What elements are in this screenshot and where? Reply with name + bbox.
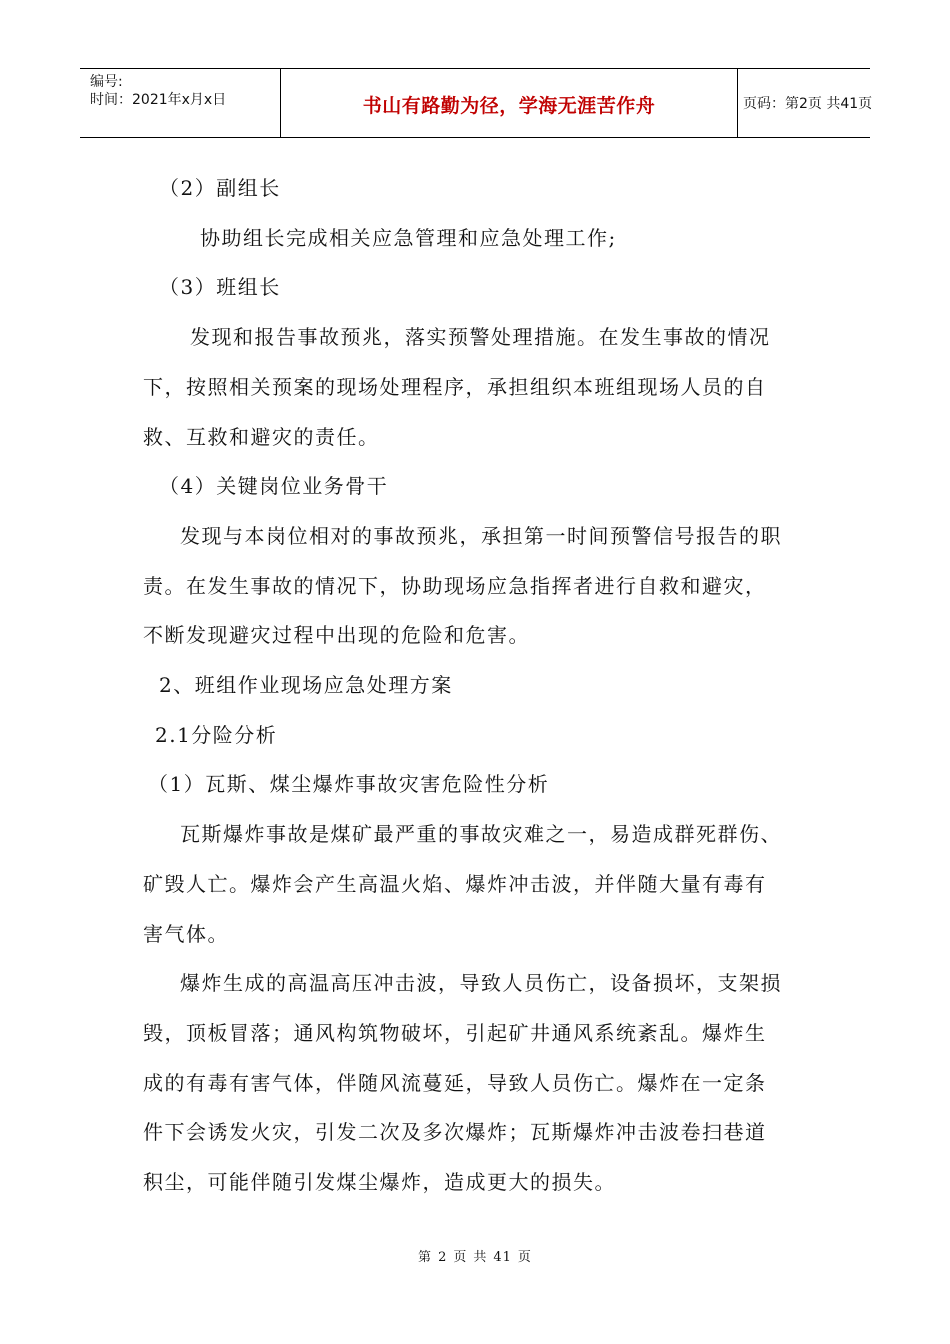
paragraph-line: 积尘，可能伴随引发煤尘爆炸，造成更大的损失。 bbox=[143, 1170, 616, 1194]
paragraph-line: 发现与本岗位相对的事故预兆，承担第一时间预警信号报告的职 bbox=[180, 524, 782, 548]
document-number-label: 编号: bbox=[90, 74, 123, 90]
footer-page-unit: 页 bbox=[453, 1250, 468, 1265]
header-motto: 书山有路勤为径，学海无涯苦作舟 bbox=[362, 95, 656, 117]
header-motto-cell bbox=[280, 69, 738, 137]
page-header bbox=[80, 68, 873, 138]
section-heading: 2、班组作业现场应急处理方案 bbox=[159, 673, 453, 697]
page-footer bbox=[0, 1246, 950, 1265]
subheading-gas-explosion: （1）瓦斯、煤尘爆炸事故灾害危险性分析 bbox=[148, 772, 550, 796]
paragraph-line: 害气体。 bbox=[143, 922, 229, 946]
header-page-info: 页码：第2页 共41页 bbox=[743, 96, 873, 112]
paragraph-line: 下，按照相关预案的现场处理程序，承担组织本班组现场人员的自 bbox=[143, 375, 767, 399]
paragraph-line: 救、互救和避灾的责任。 bbox=[143, 425, 380, 449]
header-page-cell bbox=[737, 69, 873, 137]
paragraph-line: 成的有毒有害气体，伴随风流蔓延，导致人员伤亡。爆炸在一定条 bbox=[143, 1071, 767, 1095]
paragraph-line: 发现和报告事故预兆，落实预警处理措施。在发生事故的情况 bbox=[190, 325, 771, 349]
subheading-key-staff: （4）关键岗位业务骨干 bbox=[159, 474, 389, 498]
paragraph-line: 瓦斯爆炸事故是煤矿最严重的事故灾难之一，易造成群死群伤、 bbox=[180, 822, 782, 846]
paragraph-line: 件下会诱发火灾，引发二次及多次爆炸；瓦斯爆炸冲击波卷扫巷道 bbox=[143, 1120, 767, 1144]
paragraph-line: 协助组长完成相关应急管理和应急处理工作; bbox=[200, 226, 617, 250]
document-time-label: 时间：2021年x月x日 bbox=[90, 92, 227, 108]
subheading-team-leader: （3）班组长 bbox=[159, 275, 281, 299]
paragraph-line: 毁，顶板冒落；通风构筑物破坏，引起矿井通风系统紊乱。爆炸生 bbox=[143, 1021, 767, 1045]
footer-total-word: 共 bbox=[473, 1250, 488, 1265]
paragraph-line: 矿毁人亡。爆炸会产生高温火焰、爆炸冲击波，并伴随大量有毒有 bbox=[143, 872, 767, 896]
paragraph-line: 责。在发生事故的情况下，协助现场应急指挥者进行自救和避灾， bbox=[143, 574, 767, 598]
paragraph-line: 爆炸生成的高温高压冲击波，导致人员伤亡，设备损坏，支架损 bbox=[180, 971, 782, 995]
paragraph-line: 不断发现避灾过程中出现的危险和危害。 bbox=[143, 623, 530, 647]
subheading-deputy-leader: （2）副组长 bbox=[159, 176, 281, 200]
footer-page-number: 2 bbox=[438, 1250, 448, 1265]
subsection-heading: 2.1分险分析 bbox=[155, 723, 278, 747]
footer-total-number: 41 bbox=[493, 1250, 512, 1265]
footer-total-unit: 页 bbox=[517, 1250, 532, 1265]
header-meta-cell bbox=[80, 69, 280, 137]
footer-page-word: 第 bbox=[418, 1250, 433, 1265]
